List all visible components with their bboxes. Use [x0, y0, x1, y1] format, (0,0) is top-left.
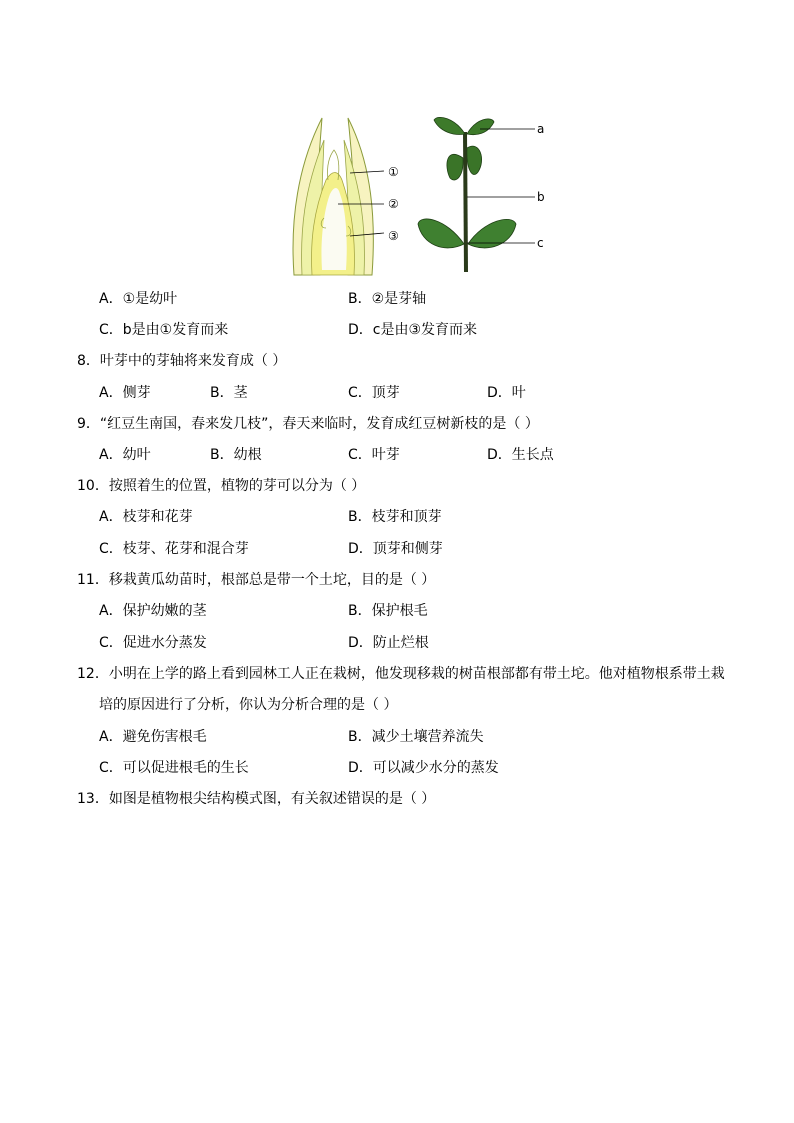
q13-stem: 13．如图是植物根尖结构模式图，有关叙述错误的是（ ）	[77, 791, 436, 807]
q10-option-d[interactable]: D．顶芽和侧芽	[348, 541, 443, 557]
q11-option-b[interactable]: B．保护根毛	[348, 603, 428, 619]
label-circle-2: ②	[388, 197, 399, 211]
label-c: c	[537, 236, 544, 250]
q9-option-c[interactable]: C．叶芽	[348, 447, 400, 463]
q11-option-d[interactable]: D．防止烂根	[348, 635, 429, 651]
q7-option-b[interactable]: B．②是芽轴	[348, 291, 427, 307]
q8-option-c[interactable]: C．顶芽	[348, 385, 400, 401]
label-circle-1: ①	[388, 165, 399, 179]
q7-option-a[interactable]: A．①是幼叶	[99, 291, 178, 307]
q9-option-a[interactable]: A．幼叶	[99, 447, 151, 463]
q11-stem: 11．移栽黄瓜幼苗时，根部总是带一个土坨，目的是（ ）	[77, 572, 436, 588]
q9-stem: 9．“红豆生南国，春来发几枝”，春天来临时，发育成红豆树新枝的是（ ）	[77, 416, 539, 432]
q8-option-d[interactable]: D．叶	[487, 385, 526, 401]
q8-option-a[interactable]: A．侧芽	[99, 385, 151, 401]
q12-stem-line2: 培的原因进行了分析，你认为分析合理的是（ ）	[99, 697, 398, 713]
q9-option-d[interactable]: D．生长点	[487, 447, 554, 463]
label-a: a	[537, 122, 545, 136]
q10-option-c[interactable]: C．枝芽、花芽和混合芽	[99, 541, 249, 557]
bud-and-shoot-figure	[280, 110, 560, 282]
q7-option-c[interactable]: C．b是由①发育而来	[99, 322, 229, 338]
q10-option-b[interactable]: B．枝芽和顶芽	[348, 509, 442, 525]
q8-stem: 8．叶芽中的芽轴将来发育成（ ）	[77, 353, 287, 369]
shoot-diagram	[418, 117, 535, 272]
q12-option-a[interactable]: A．避免伤害根毛	[99, 729, 207, 745]
q12-option-d[interactable]: D．可以减少水分的蒸发	[348, 760, 499, 776]
q12-option-c[interactable]: C．可以促进根毛的生长	[99, 760, 249, 776]
figure-svg	[280, 110, 560, 282]
q9-option-b[interactable]: B．幼根	[210, 447, 262, 463]
leaf-bud-section	[293, 118, 384, 275]
q8-option-b[interactable]: B．茎	[210, 385, 248, 401]
q11-option-c[interactable]: C．促进水分蒸发	[99, 635, 207, 651]
q10-stem: 10．按照着生的位置，植物的芽可以分为（ ）	[77, 478, 366, 494]
q7-option-d[interactable]: D．c是由③发育而来	[348, 322, 478, 338]
q12-stem-line1: 12．小明在上学的路上看到园林工人正在栽树，他发现移栽的树苗根部都有带土坨。他对植物根系带土栽	[77, 666, 725, 682]
label-circle-3: ③	[388, 229, 399, 243]
q12-option-b[interactable]: B．减少土壤营养流失	[348, 729, 484, 745]
q11-option-a[interactable]: A．保护幼嫩的茎	[99, 603, 207, 619]
q10-option-a[interactable]: A．枝芽和花芽	[99, 509, 193, 525]
label-b: b	[537, 190, 545, 204]
